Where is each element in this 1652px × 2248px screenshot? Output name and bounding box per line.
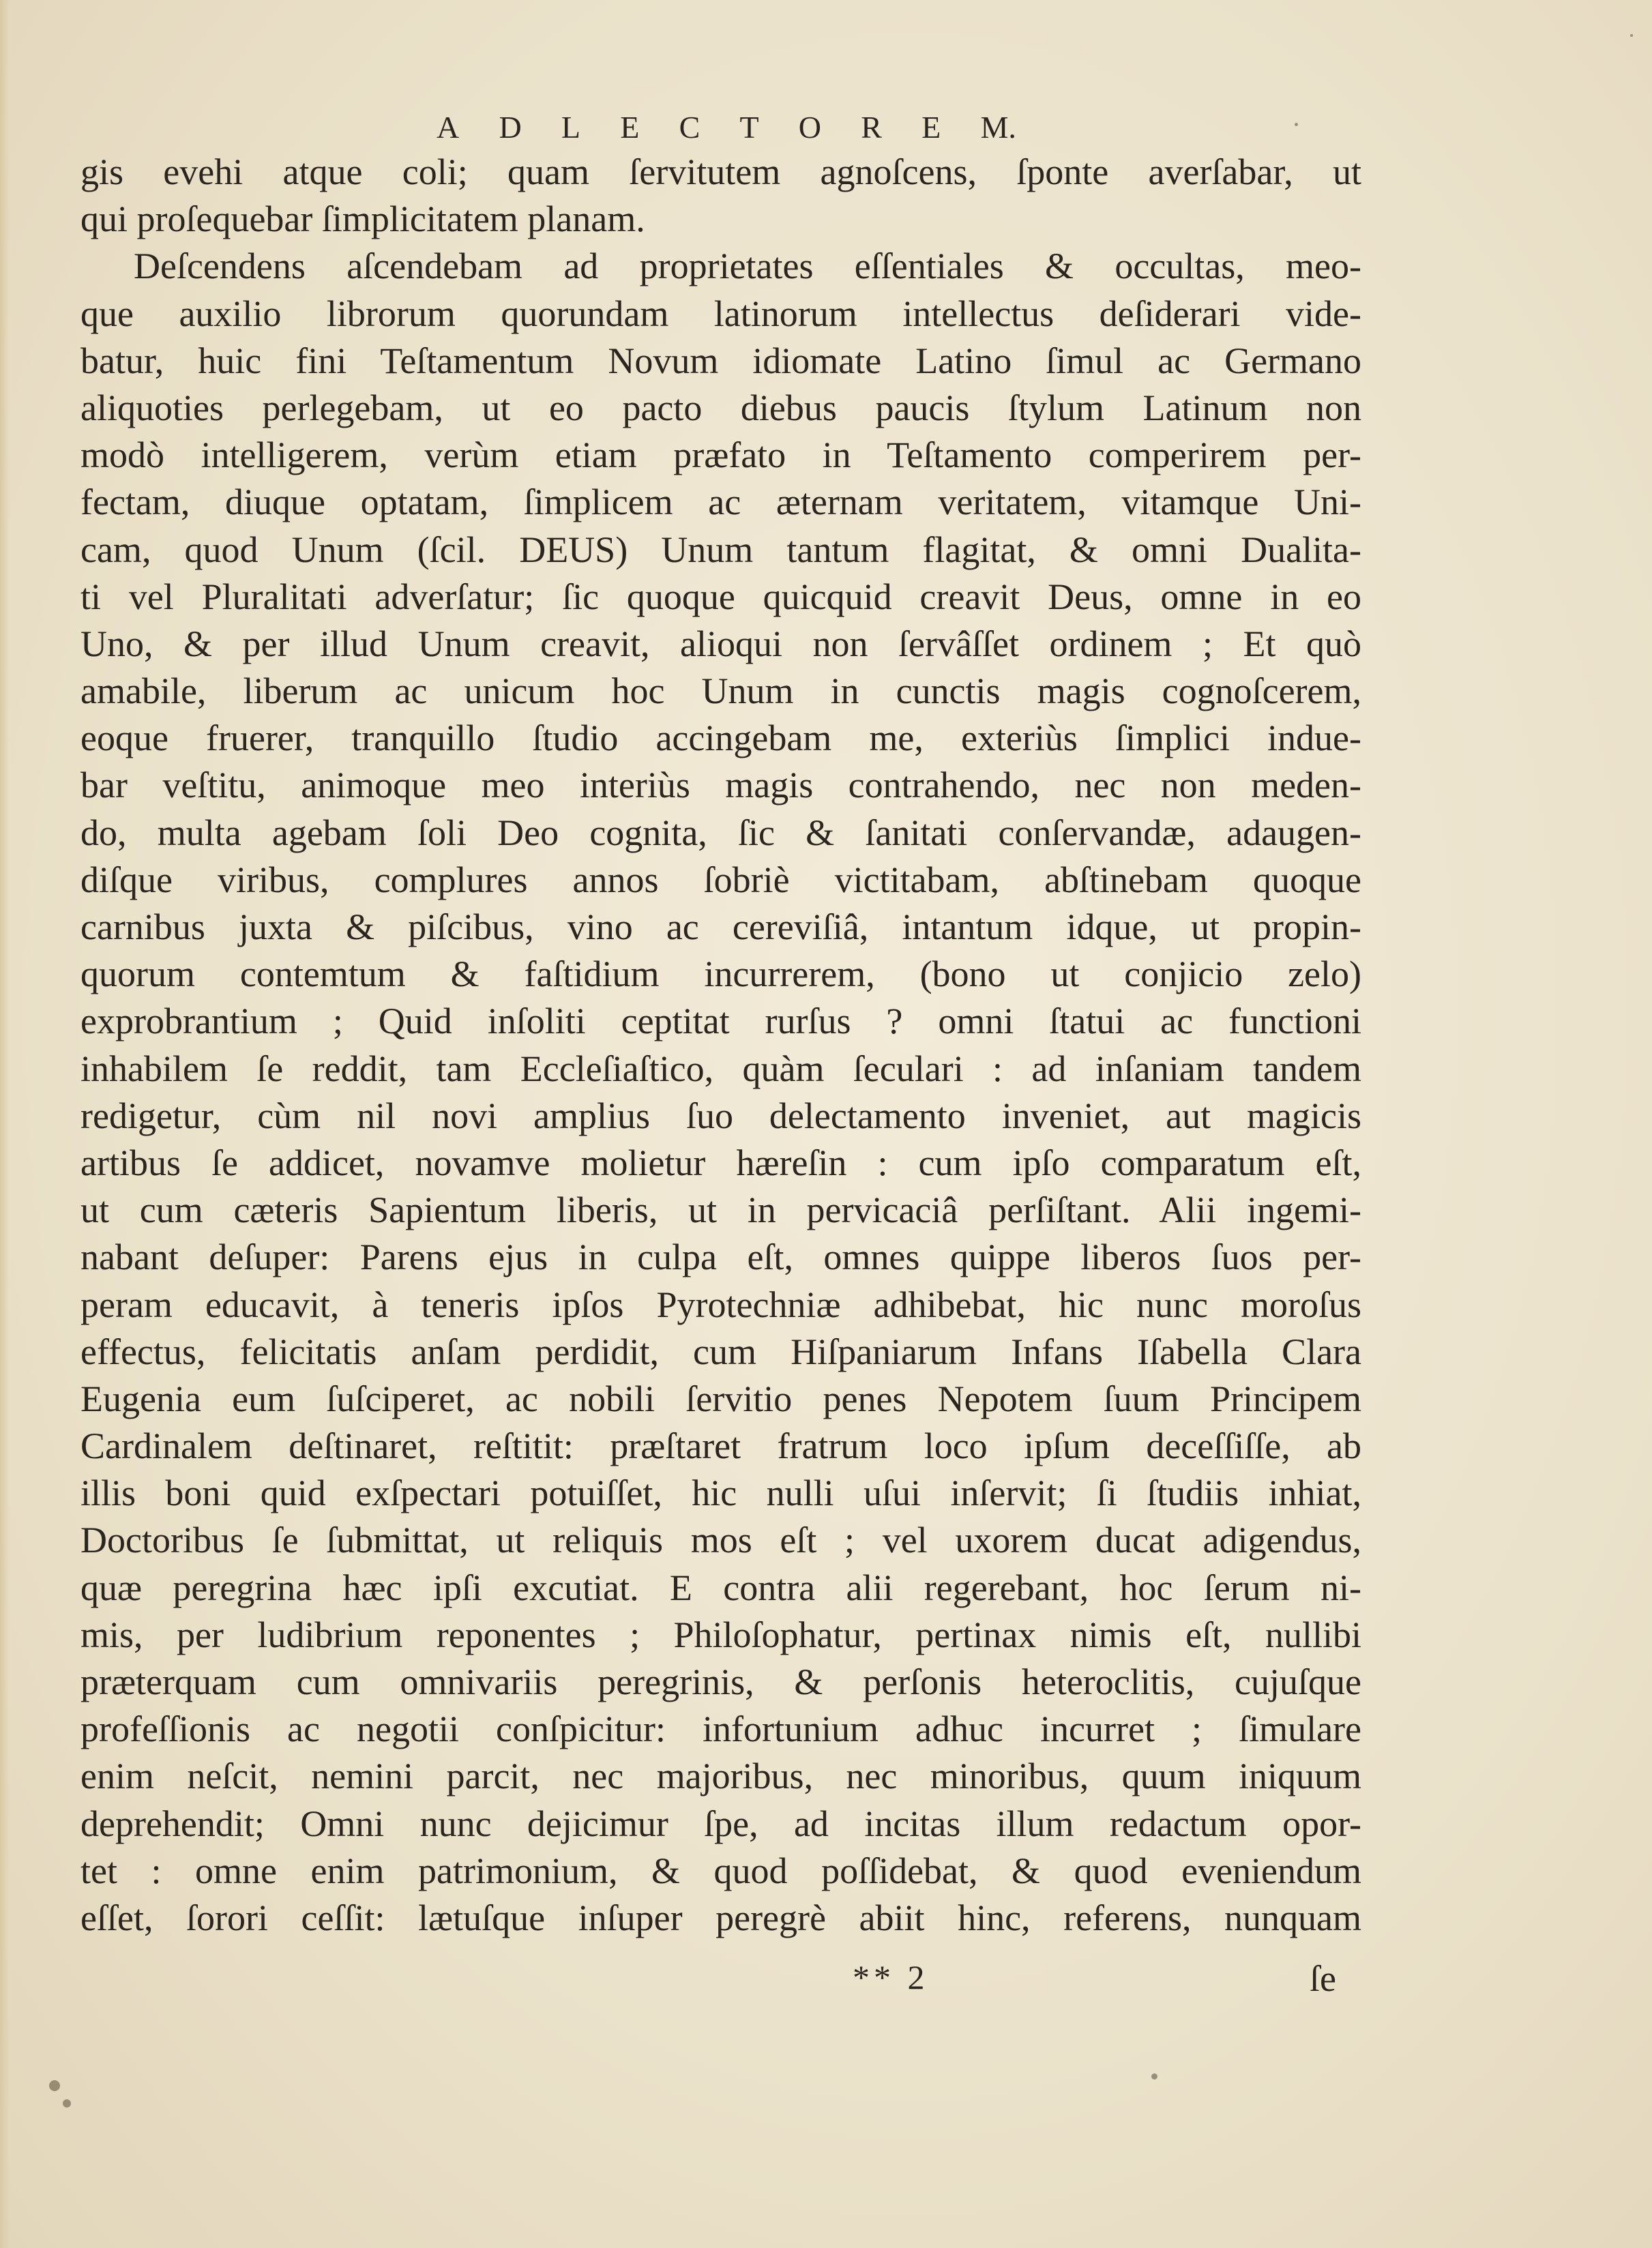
body-text (80, 149, 1361, 1942)
text-line: fectam, diuque optatam, ſimplicem ac æternam veritatem, vitamque Uni- (80, 482, 1361, 523)
page-footer (0, 1957, 1652, 2012)
paper-speck (1151, 2073, 1157, 2080)
header-letter: O (798, 110, 822, 145)
text-line: Uno, & per illud Unum creavit, alioqui non ſervâſſet ordinem ; Et quò (80, 623, 1361, 664)
text-line: diſque viribus, complures annos ſobriè victitabam, abſtinebam quoque (80, 859, 1361, 900)
text-line: ti vel Pluralitati adverſatur; ſic quoque quicquid creavit Deus, omne in eo (80, 576, 1361, 617)
text-line: Doctoribus ſe ſubmittat, ut reliquis mos eſt ; vel uxorem ducat adigendus, (80, 1520, 1361, 1561)
text-line: nabant deſuper: Parens ejus in culpa eſt, omnes quippe liberos ſuos per- (80, 1237, 1361, 1278)
header-letter: M. (980, 110, 1016, 145)
text-line: Cardinalem deſtinaret, reſtitit: præſtaret fratrum loco ipſum deceſſiſſe, ab (80, 1425, 1361, 1467)
text-line: exprobrantium ; Quid inſoliti ceptitat rurſus ? omni ſtatui ac functioni (80, 1001, 1361, 1042)
text-line: cam, quod Unum (ſcil. DEUS) Unum tantum flagitat, & omni Dualita- (80, 529, 1361, 570)
paper-speck (49, 2080, 60, 2091)
running-header (437, 109, 1016, 145)
header-letter: T (739, 110, 759, 145)
text-line: ut cum cæteris Sapientum liberis, ut in pervicaciâ perſiſtant. Alii ingemi- (80, 1189, 1361, 1231)
header-letter: E (620, 110, 640, 145)
text-line: redigetur, cùm nil novi amplius ſuo delectamento inveniet, aut magicis (80, 1095, 1361, 1136)
page-gutter-shadow (0, 0, 10, 2248)
text-line: aliquoties perlegebam, ut eo pacto diebus paucis ſtylum Latinum non (80, 387, 1361, 428)
paper-speck (1630, 34, 1633, 37)
text-line: quorum contemtum & faſtidium incurrerem, (bono ut conjicio zelo) (80, 953, 1361, 995)
paper-speck (63, 2099, 71, 2108)
header-letter: E (921, 110, 941, 145)
text-line: effectus, felicitatis anſam perdidit, cum Hiſpaniarum Infans Iſabella Clara (80, 1331, 1361, 1372)
text-line: gis evehi atque coli; quam ſervitutem agnoſcens, ſponte averſabar, ut (80, 151, 1361, 192)
text-line: enim neſcit, nemini parcit, nec majoribus, nec minoribus, quum iniquum (80, 1756, 1361, 1797)
text-line: carnibus juxta & piſcibus, vino ac cereviſiâ, intantum idque, ut propin- (80, 906, 1361, 947)
text-line: peram educavit, à teneris ipſos Pyrotechniæ adhibebat, hic nunc moroſus (80, 1284, 1361, 1325)
text-line: do, multa agebam ſoli Deo cognita, ſic & ſanitati conſervandæ, adaugen- (80, 812, 1361, 853)
paper-speck (1295, 123, 1298, 126)
signature-mark: ** 2 (853, 1958, 929, 1996)
text-line: bar veſtitu, animoque meo interiùs magis contrahendo, nec non meden- (80, 765, 1361, 806)
text-line: artibus ſe addicet, novamve molietur hæreſin : cum ipſo comparatum eſt, (80, 1142, 1361, 1183)
text-line: illis boni quid exſpectari potuiſſet, hic nulli uſui inſervit; ſi ſtudiis inhiat, (80, 1473, 1361, 1514)
text-line: deprehendit; Omni nunc dejicimur ſpe, ad incitas illum redactum opor- (80, 1803, 1361, 1844)
text-line: quæ peregrina hæc ipſi excutiat. E contra alii regerebant, hoc ſerum ni- (80, 1567, 1361, 1608)
header-letter: C (679, 110, 700, 145)
text-line: modò intelligerem, verùm etiam præfato in Teſtamento comperirem per- (80, 434, 1361, 476)
text-line: tet : omne enim patrimonium, & quod poſſidebat, & quod eveniendum (80, 1850, 1361, 1891)
header-letter: R (861, 110, 882, 145)
header-letter: D (499, 110, 522, 145)
text-line: eoque fruerer, tranquillo ſtudio accingebam me, exteriùs ſimplici indue- (80, 718, 1361, 759)
text-line: præterquam cum omnivariis peregrinis, & perſonis heteroclitis, cujuſque (80, 1661, 1361, 1702)
text-line: amabile, liberum ac unicum hoc Unum in cunctis magis cognoſcerem, (80, 670, 1361, 712)
text-line: mis, per ludibrium reponentes ; Philoſophatur, pertinax nimis eſt, nullibi (80, 1614, 1361, 1655)
text-line: batur, huic fini Teſtamentum Novum idiomate Latino ſimul ac Germano (80, 340, 1361, 381)
header-letter: L (561, 110, 581, 145)
text-line: inhabilem ſe reddit, tam Eccleſiaſtico, quàm ſeculari : ad inſaniam tandem (80, 1048, 1361, 1089)
text-line: Deſcendens aſcendebam ad proprietates eſſentiales & occultas, meo- (134, 246, 1361, 287)
text-line: eſſet, ſorori ceſſit: lætuſque inſuper peregrè abiit hinc, referens, nunquam (80, 1897, 1361, 1938)
text-line: Eugenia eum ſuſciperet, ac nobili ſervitio penes Nepotem ſuum Principem (80, 1378, 1361, 1419)
catchword: ſe (1310, 1958, 1336, 1999)
text-line: qui proſequebar ſimplicitatem planam. (80, 198, 645, 240)
text-line: que auxilio librorum quorundam latinorum intellectus deſiderari vide- (80, 293, 1361, 334)
header-letter: A (437, 110, 460, 145)
text-line: profeſſionis ac negotii conſpicitur: infortunium adhuc incurret ; ſimulare (80, 1709, 1361, 1750)
